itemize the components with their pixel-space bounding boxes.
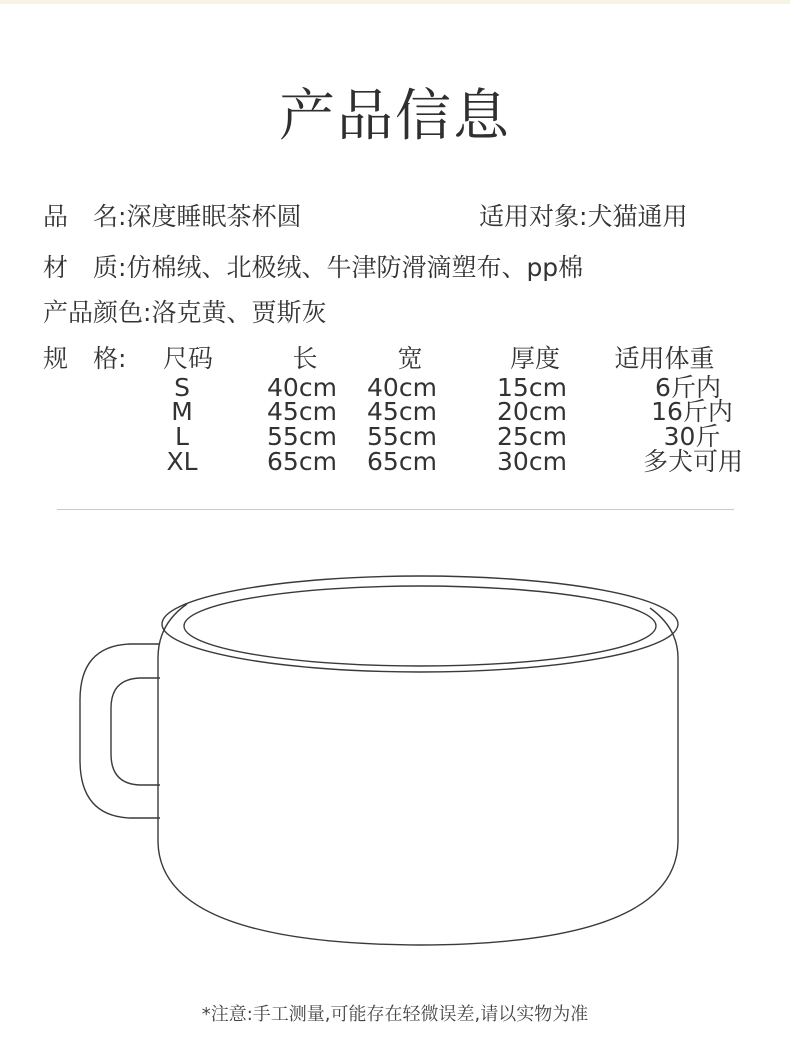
spec-cell-length: 65cm xyxy=(267,447,337,476)
color-label: 产品颜色: xyxy=(43,298,152,327)
handle-inner-outline xyxy=(111,678,160,785)
spec-cell-length: 55cm xyxy=(267,422,337,451)
spec-cell-weight: 30斤 xyxy=(663,422,721,451)
spec-cell-weight: 多犬可用 xyxy=(642,447,743,476)
spec-cell-weight: 16斤内 xyxy=(651,397,733,426)
info-row-name xyxy=(43,197,301,233)
spec-cell-thickness: 20cm xyxy=(497,397,567,426)
material-value: 仿棉绒、北极绒、牛津防滑滴塑布、pp棉 xyxy=(126,253,584,282)
name-label: 品 名: xyxy=(43,202,127,231)
spec-cell-size: M xyxy=(171,397,193,426)
measurement-note: *注意:手工测量,可能存在轻微误差,请以实物为准 xyxy=(201,1004,589,1025)
spec-header-width: 宽 xyxy=(397,344,423,373)
spec-cell-length: 45cm xyxy=(267,397,337,426)
spec-cell-width: 65cm xyxy=(367,447,437,476)
material-label: 材 质: xyxy=(43,253,127,282)
spec-header-size: 尺码 xyxy=(162,344,213,373)
info-row-color xyxy=(43,293,326,329)
spec-label: 规 格: xyxy=(43,344,127,373)
name-value: 深度睡眠茶杯圆 xyxy=(126,202,302,231)
spec-cell-weight: 6斤内 xyxy=(655,373,721,402)
spec-cell-width: 40cm xyxy=(367,373,437,402)
target-value: 犬猫通用 xyxy=(587,202,688,231)
bed-body-outline xyxy=(158,604,678,945)
spec-header-thickness: 厚度 xyxy=(509,344,560,373)
spec-cell-thickness: 15cm xyxy=(497,373,567,402)
page-title: 产品信息 xyxy=(279,84,511,149)
spec-cell-size: XL xyxy=(166,447,198,476)
spec-header-length: 长 xyxy=(292,344,318,373)
target-label: 适用对象: xyxy=(479,202,588,231)
bed-rim-inner xyxy=(184,586,656,666)
spec-cell-size: S xyxy=(174,373,190,402)
spec-cell-width: 55cm xyxy=(367,422,437,451)
section-divider xyxy=(57,509,734,510)
teacup-bed-outline-illustration xyxy=(0,560,790,960)
top-decor-strip xyxy=(0,0,790,4)
bed-rim-outer xyxy=(162,576,678,672)
handle-outer-outline xyxy=(80,644,160,818)
color-value: 洛克黄、贾斯灰 xyxy=(151,298,327,327)
spec-header-weight: 适用体重 xyxy=(614,344,715,373)
info-row-target xyxy=(479,197,687,233)
spec-cell-size: L xyxy=(175,422,189,451)
spec-cell-thickness: 30cm xyxy=(497,447,567,476)
spec-cell-length: 40cm xyxy=(267,373,337,402)
info-row-material xyxy=(43,248,583,284)
spec-cell-thickness: 25cm xyxy=(497,422,567,451)
spec-cell-width: 45cm xyxy=(367,397,437,426)
